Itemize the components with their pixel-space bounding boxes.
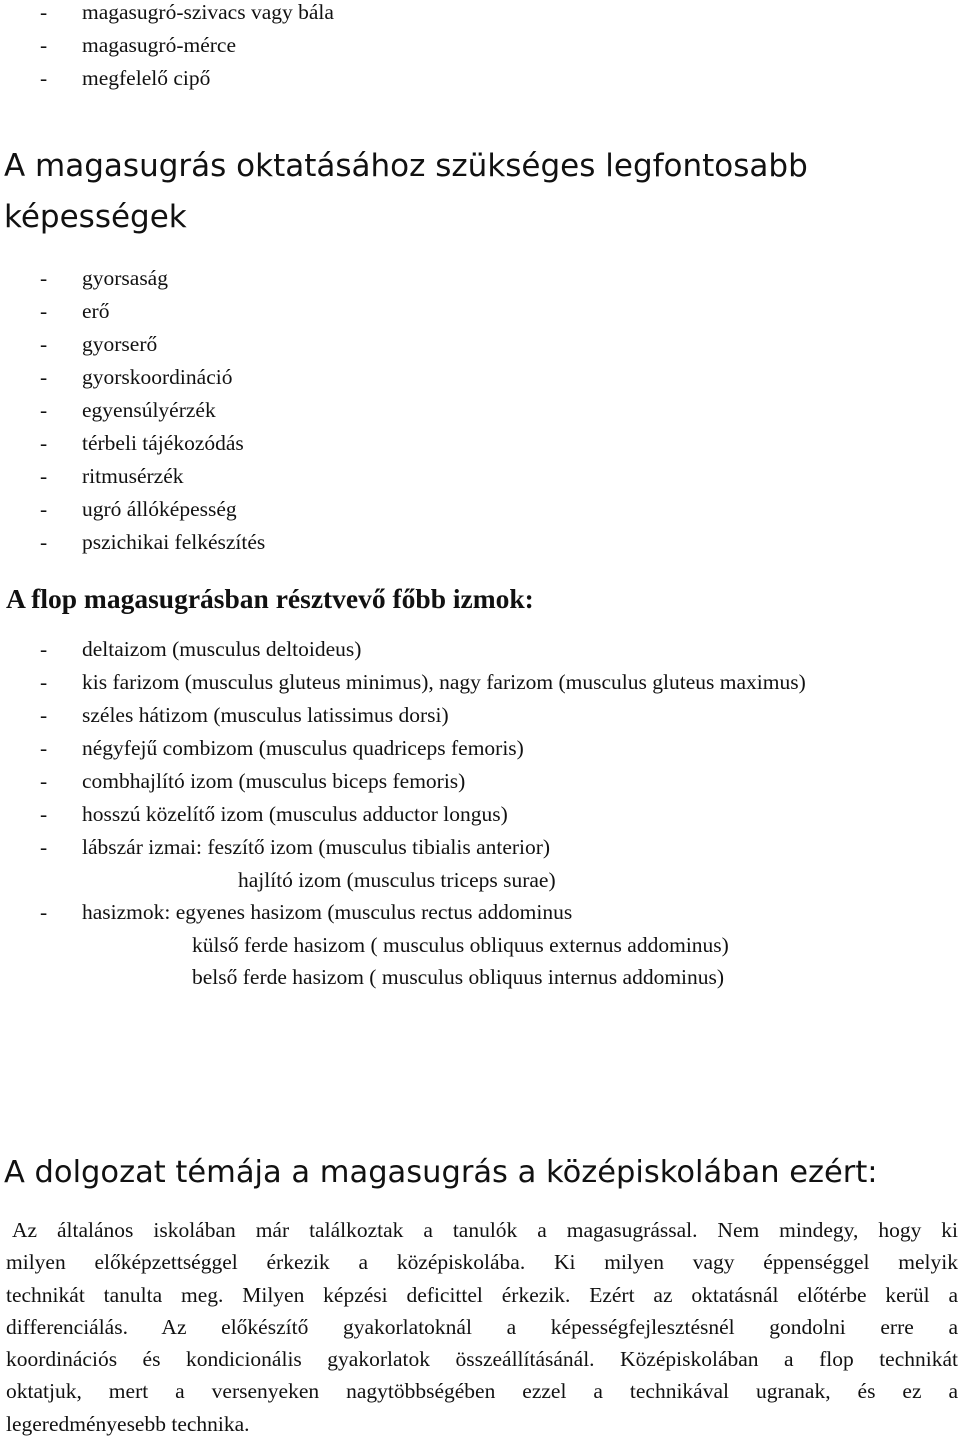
abdominal-continuation-1: külső ferde hasizom ( musculus obliquus externus addominus) <box>192 933 729 957</box>
list-item-text: gyorskoordináció <box>82 365 233 389</box>
list-dash: - <box>40 0 48 24</box>
paragraph-line: koordinációs és kondicionális gyakorlatok összeállításánál. Középiskolában a flop technikát <box>6 1347 958 1372</box>
list-item-text: ugró állóképesség <box>82 497 237 521</box>
list-dash: - <box>40 365 48 389</box>
list-item-text: erő <box>82 299 110 323</box>
list-dash: - <box>40 802 48 826</box>
list-dash: - <box>40 637 48 661</box>
list-dash: - <box>40 66 48 90</box>
list-item-text: széles hátizom (musculus latissimus dorsi) <box>82 703 449 727</box>
paragraph-line: milyen előképzettséggel érkezik a középiskolába. Ki milyen vagy éppenséggel melyik <box>6 1250 958 1275</box>
list-item-text: lábszár izmai: feszítő izom (musculus tibialis anterior) <box>82 835 551 859</box>
list-dash: - <box>40 332 48 356</box>
list-dash: - <box>40 703 48 727</box>
list-dash: - <box>40 497 48 521</box>
paragraph-line: oktatjuk, mert a versenyeken nagytöbbségében ezzel a technikával ugranak, és ez a <box>6 1379 958 1404</box>
paragraph-line: Az általános iskolában már találkoztak a tanulók a magasugrással. Nem mindegy, hogy ki <box>12 1218 958 1242</box>
list-item-text: kis farizom (musculus gluteus minimus), nagy farizom (musculus gluteus maximus) <box>82 670 806 694</box>
list-dash: - <box>40 431 48 455</box>
abilities-heading-line1: A magasugrás oktatásához szükséges legfontosabb <box>4 148 808 184</box>
topic-paragraph <box>6 1214 958 1440</box>
list-dash: - <box>40 464 48 488</box>
list-dash: - <box>40 670 48 694</box>
paragraph-line: legeredményesebb technika. <box>6 1411 250 1436</box>
list-item-text: magasugró-mérce <box>82 33 237 57</box>
list-item-text: gyorsaság <box>82 266 168 290</box>
list-item-text: combhajlító izom (musculus biceps femoris) <box>82 769 466 793</box>
list-dash: - <box>40 900 48 924</box>
topic-heading: A dolgozat témája a magasugrás a középiskolában ezért: <box>4 1155 878 1190</box>
list-dash: - <box>40 769 48 793</box>
list-item-text: hosszú közelítő izom (musculus adductor longus) <box>82 802 508 826</box>
list-item-text: magasugró-szivacs vagy bála <box>82 0 334 24</box>
list-item-text: pszichikai felkészítés <box>82 530 266 554</box>
list-dash: - <box>40 835 48 859</box>
list-item-text: hasizmok: egyenes hasizom (musculus rectus addominus <box>82 900 573 924</box>
list-item-text: négyfejű combizom (musculus quadriceps femoris) <box>82 736 524 760</box>
paragraph-line: differenciálás. Az előkészítő gyakorlatoknál a képességfejlesztésnél gondolni erre a <box>6 1314 958 1339</box>
list-dash: - <box>40 33 48 57</box>
list-dash: - <box>40 530 48 554</box>
list-dash: - <box>40 266 48 290</box>
list-dash: - <box>40 736 48 760</box>
abdominal-continuation-2: belső ferde hasizom ( musculus obliquus internus addominus) <box>192 965 725 989</box>
list-item-text: deltaizom (musculus deltoideus) <box>82 637 362 661</box>
muscles-heading: A flop magasugrásban résztvevő főbb izmok: <box>6 583 534 614</box>
list-item-text: megfelelő cipő <box>82 66 211 90</box>
list-item-text: térbeli tájékozódás <box>82 431 244 455</box>
list-dash: - <box>40 299 48 323</box>
abilities-heading-line2: képességek <box>4 199 187 235</box>
list-item-text: egyensúlyérzék <box>82 398 216 422</box>
list-dash: - <box>40 398 48 422</box>
list-item-text: gyorserő <box>82 332 158 356</box>
list-item-text: ritmusérzék <box>82 464 184 488</box>
paragraph-line: technikát tanulta meg. Milyen képzési deficittel érkezik. Ezért az oktatásnál előtérbe kerül a <box>6 1282 958 1307</box>
leg-muscle-continuation: hajlító izom (musculus triceps surae) <box>238 868 556 892</box>
